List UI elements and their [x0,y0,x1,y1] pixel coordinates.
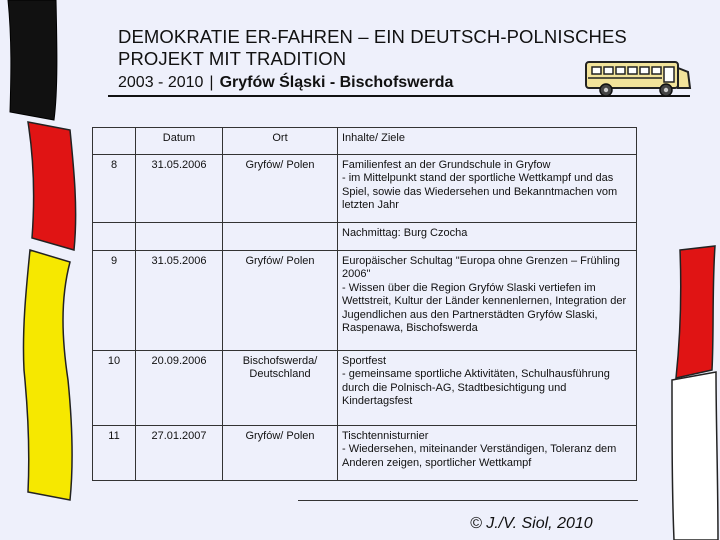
header-cell-place: Ort [223,128,338,155]
header-cell-date: Datum [136,128,223,155]
cell-place: Bischofswerda/ Deutschland [223,351,338,426]
title-line-1: DEMOKRATIE ER-FAHREN – EIN DEUTSCH-POLNISCHES [118,26,627,47]
cell-place: Gryfów/ Polen [223,155,338,223]
title-line-2: PROJEKT MIT TRADITION [118,48,347,69]
cell-nr: 8 [93,155,136,223]
cell-nr: 9 [93,251,136,351]
flag-yellow-stripe [23,250,72,500]
subtitle-towns: Gryfów Śląski - Bischofswerda [219,74,454,91]
cell-date: 31.05.2006 [136,251,223,351]
cell-nr: 11 [93,426,136,481]
subtitle-years: 2003 - 2010 [118,74,204,91]
cell-nr: 10 [93,351,136,426]
note-spacer [136,223,223,251]
cell-content: Familienfest an der Grundschule in Gryfow - im Mittelpunkt stand der sportliche Wettkampf und das Spiel, sowie das Wiedersehen und Bekanntmachen vom letzten Jahr [338,155,637,223]
table-row [93,351,637,426]
cell-date: 31.05.2006 [136,155,223,223]
cell-date: 27.01.2007 [136,426,223,481]
cell-place: Gryfów/ Polen [223,251,338,351]
flag-red-stripe [676,246,715,378]
school-bus-icon [584,58,692,100]
cell-note: Nachmittag: Burg Czocha [338,223,637,251]
table-header-row [93,128,637,155]
header-cell-nr [93,128,136,155]
flag-black-stripe [8,0,57,120]
flag-red-stripe [28,122,76,250]
table-row [93,155,637,223]
subtitle-separator: | [209,74,214,91]
flag-white-stripe [672,372,718,540]
footer-rule [298,500,638,501]
cell-content: Sportfest - gemeinsame sportliche Aktivitäten, Schulhausführung durch die Polnisch-AG, Stadtbesichtigung und Kindertagsfest [338,351,637,426]
cell-content: Tischtennisturnier - Wiedersehen, miteinander Verständigen, Toleranz dem Anderen zeigen, sportlicher Wettkampf [338,426,637,481]
cell-content: Europäischer Schultag "Europa ohne Grenzen – Frühling 2006" - Wissen über die Region Gryfów Slaski vertiefen im Wettstreit, Kultur der Länder kennenlernen, Integration der Jugendlichen aus den Partnerstädten Gryfów Slaski, Raspenawa, Bischofswerda [338,251,637,351]
project-schedule-table [92,127,637,481]
subtitle [118,74,453,92]
header-cell-content: Inhalte/ Ziele [338,128,637,155]
table-note-row [93,223,637,251]
polish-flag-ribbon [660,240,720,540]
copyright-text: © J./V. Siol, 2010 [470,515,593,532]
cell-place: Gryfów/ Polen [223,426,338,481]
table-row [93,426,637,481]
table-row [93,251,637,351]
note-spacer [223,223,338,251]
note-spacer [93,223,136,251]
cell-date: 20.09.2006 [136,351,223,426]
